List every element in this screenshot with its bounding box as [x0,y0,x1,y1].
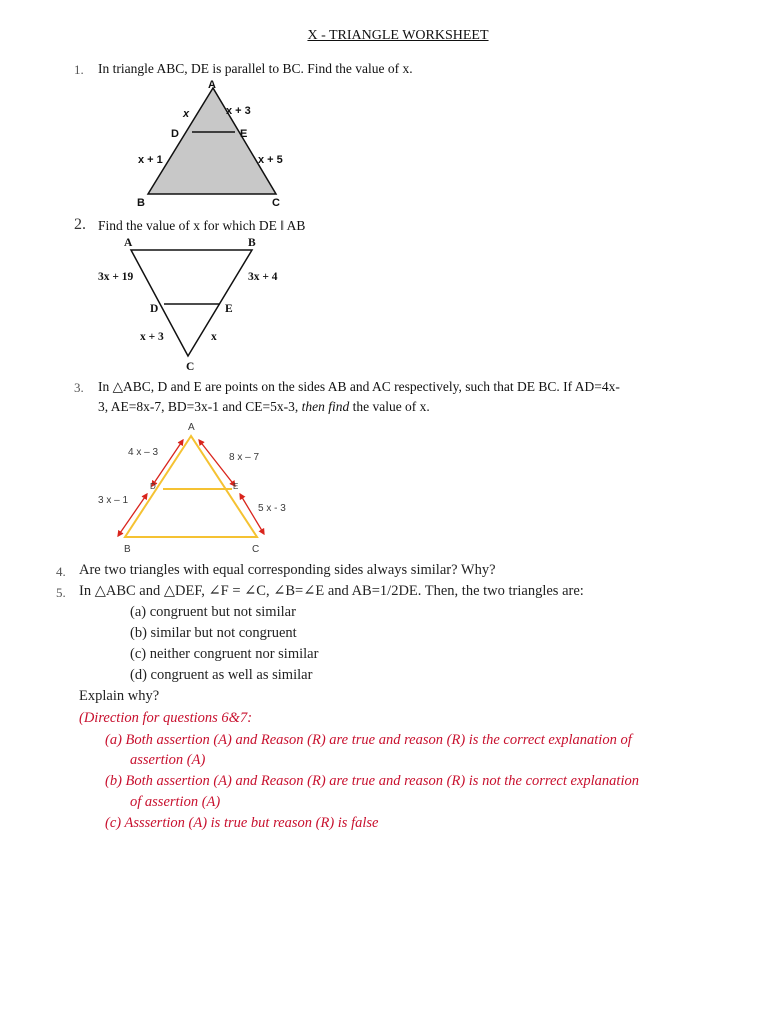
q1-text: In triangle ABC, DE is parallel to BC. Find the value of x. [98,61,413,76]
q2-label-dc: x + 3 [140,331,164,343]
q5-explain: Explain why? [79,688,160,704]
q1-label-d: D [171,128,179,140]
q3-label-ec: 5 x - 3 [258,503,286,514]
q3-line1-pre: In [98,379,113,394]
q1-label-db: x + 1 [138,154,163,166]
q3-label-ae: 8 x – 7 [229,452,260,463]
q1-label-b: B [137,197,145,209]
q2-label-be: 3x + 4 [248,271,278,283]
q3-line2-post: the value of x. [349,399,430,414]
q3-label-db: 3 x – 1 [98,495,129,506]
q2-label-ec: x [211,331,217,343]
q5-number: 5. [56,585,66,600]
q2-label-a: A [124,237,133,249]
q2-figure [0,220,768,380]
q3-label-e: E [233,482,239,491]
q1-figure [0,0,768,220]
q3-arrow-ae [199,440,235,486]
direction-item-a: (a) Both assertion (A) and Reason (R) are true and reason (R) is the correct explanation of [105,732,632,748]
q2-label-e: E [225,303,233,315]
q3-figure [0,410,768,560]
direction-item-a-cont: assertion (A) [130,752,206,768]
q1-label-ec: x + 5 [258,154,283,166]
q1-label-ae: x + 3 [226,105,251,117]
q5-option-c: (c) neither congruent nor similar [130,646,319,662]
q2-label-c: C [186,361,195,373]
q1-label-ad: x [183,108,190,120]
q3-label-d: D [150,482,156,491]
q3-line2-italic: then find [301,399,350,414]
q3-label-c: C [252,544,260,555]
q5-option-d: (d) congruent as well as similar [130,667,313,683]
q3-line1 [98,379,620,395]
q3-label-ad: 4 x – 3 [128,447,159,458]
q2-label-d: D [150,303,159,315]
q2-text: Find the value of x for which DE ǁ AB [98,218,306,233]
direction-heading: (Direction for questions 6&7: [79,710,253,726]
worksheet-title: X - TRIANGLE WORKSHEET [307,28,489,43]
q1-label-c: C [272,197,280,209]
q2-label-b: B [248,237,256,249]
direction-item-b-cont: of assertion (A) [130,794,221,810]
q1-triangle [148,88,276,194]
q5-text: In △ABC and △DEF, ∠F = ∠C, ∠B=∠E and AB=1/2DE. Then, the two triangles are: [79,583,584,599]
q4-number: 4. [56,564,66,579]
q3-line1-post: ABC, D and E are points on the sides AB and AC respectively, such that DE BC. If AD=4x- [123,379,620,394]
q3-label-a: A [188,422,195,433]
direction-item-c: (c) Asssertion (A) is true but reason (R) is false [105,815,379,831]
q5-option-b: (b) similar but not congruent [130,625,297,641]
q3-line2-pre: 3, AE=8x-7, BD=3x-1 and CE=5x-3, [98,399,302,414]
direction-item-b: (b) Both assertion (A) and Reason (R) are true and reason (R) is not the correct explanation [105,773,639,789]
q1-label-e: E [240,128,248,140]
q3-label-b: B [124,544,131,555]
q1-number: 1. [74,62,84,77]
q1-label-a: A [208,79,216,91]
q2-number: 2. [74,216,86,233]
q4-text: Are two triangles with equal corresponding sides always similar? Why? [79,562,496,578]
q3-number: 3. [74,380,84,395]
q2-label-ad: 3x + 19 [98,271,134,283]
q5-option-a: (a) congruent but not similar [130,604,296,620]
triangle-symbol: △ [112,379,124,394]
